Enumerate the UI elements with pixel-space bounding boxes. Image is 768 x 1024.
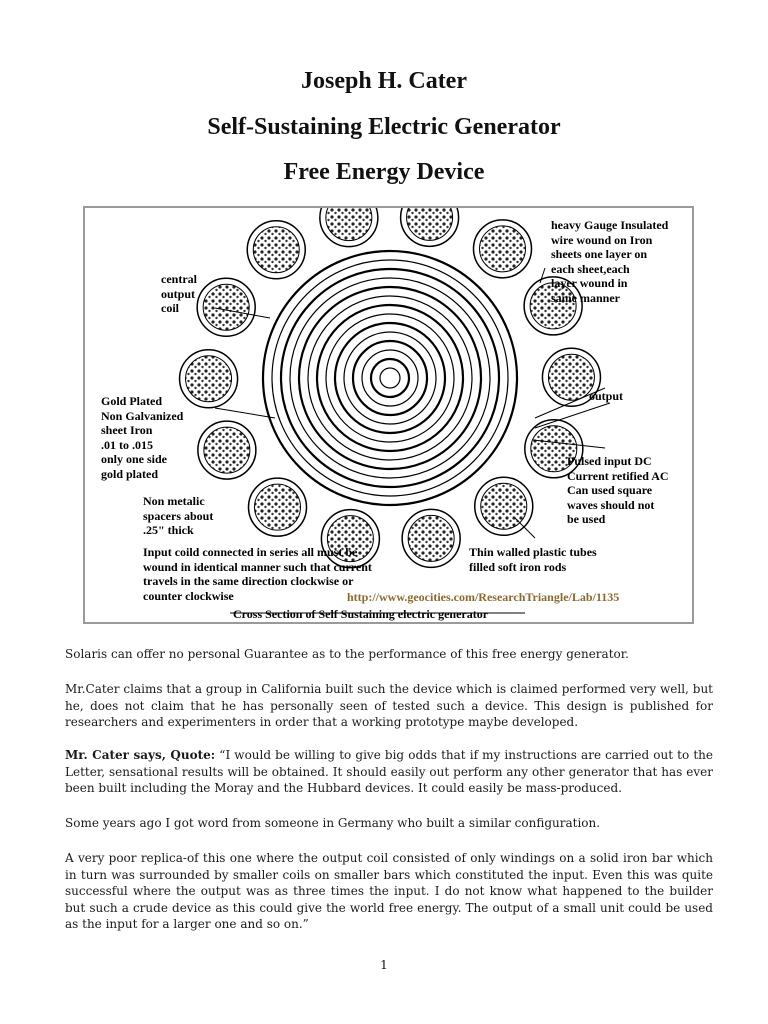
output-coil-winding bbox=[335, 323, 445, 433]
input-coil-tube bbox=[402, 509, 460, 567]
input-coil-tube bbox=[401, 208, 459, 246]
label-heavy-gauge-wire: heavy Gauge Insulated wire wound on Iron sheets one layer on each sheet,each layer wound in same manner bbox=[551, 218, 669, 305]
input-coil-tube bbox=[247, 221, 305, 279]
quote-text: “I would be willing to give big odds that if my instructions are carried out to the Letter, sensational results will be obtained. It should easily out perform any other generator that has ever been built including the Moray and the Hubbard devices. It could easily be mass-produced. bbox=[65, 748, 713, 795]
label-output: output bbox=[589, 389, 624, 403]
label-plastic-tubes: Thin walled plastic tubes filled soft iron rods bbox=[469, 545, 597, 574]
input-coil-tube bbox=[180, 350, 238, 408]
document-subtitle-2: Free Energy Device bbox=[283, 159, 485, 185]
output-coil-winding bbox=[326, 314, 454, 442]
output-coil-winding bbox=[371, 359, 409, 397]
output-coil-winding bbox=[380, 368, 400, 388]
label-gold-plated-sheet: Gold Plated Non Galvanized sheet Iron .01 to .015 only one side gold plated bbox=[101, 394, 184, 481]
source-url: http://www.geocities.com/ResearchTriangle/Lab/1135 bbox=[347, 590, 620, 604]
document-subtitle: Self-Sustaining Electric Generator bbox=[207, 114, 561, 140]
input-coil-tube bbox=[474, 220, 532, 278]
label-non-metalic-spacers: Non metalic spacers about .25" thick bbox=[143, 494, 214, 537]
input-coil-tube bbox=[320, 208, 378, 247]
quote-lead: Mr. Cater says, Quote: bbox=[65, 748, 216, 762]
paragraph-cater-quote bbox=[65, 747, 713, 797]
paragraph-replica: A very poor replica-of this one where the output coil consisted of only windings on a solid iron bar which in turn was surrounded by smaller coils on smaller bars which constituted the input. Even this was quite successful where the output was as three times the input. I do not know what happened to the builder but such a crude device as this could give the world free energy. The output of a small unit could be used as the input for a larger one and so on.” bbox=[65, 851, 713, 931]
paragraph-germany: Some years ago I got word from someone in Germany who built a similar configuration. bbox=[65, 816, 601, 830]
output-coil-winding bbox=[290, 278, 490, 478]
label-pulsed-input: Pulsed input DC Current retified AC Can used square waves should not be used bbox=[567, 454, 669, 526]
output-coil-winding bbox=[317, 305, 463, 451]
figure-caption: Cross Section of Self Sustaining electric generator bbox=[233, 607, 489, 621]
input-coil-tube bbox=[248, 478, 306, 536]
input-coil-tube bbox=[198, 421, 256, 479]
label-central-output-coil: central output coil bbox=[161, 272, 197, 315]
input-coil-tube bbox=[197, 278, 255, 336]
output-coil-winding bbox=[353, 341, 427, 415]
paragraph-california-claim: Mr.Cater claims that a group in California built such the device which is claimed performed very well, but he, does not claim that he has personally seen of tested such a device. This design is published for researchers and experimenters in order that a working prototype maybe developed. bbox=[65, 682, 713, 729]
generator-cross-section-figure bbox=[83, 206, 694, 624]
page-number: 1 bbox=[380, 958, 388, 972]
document-title: Joseph H. Cater bbox=[301, 68, 467, 94]
output-coil-winding bbox=[281, 269, 499, 487]
output-coil-winding bbox=[272, 260, 508, 496]
output-coil-winding bbox=[263, 251, 517, 505]
output-coil-winding bbox=[308, 296, 472, 460]
paragraph-guarantee: Solaris can offer no personal Guarantee as to the performance of this free energy generator. bbox=[65, 647, 629, 661]
label-input-coils: Input coild connected in series all must be wound in identical manner such that current travels in the same direction clockwise or counter clockwise bbox=[143, 545, 372, 603]
output-coil-winding bbox=[344, 332, 436, 424]
